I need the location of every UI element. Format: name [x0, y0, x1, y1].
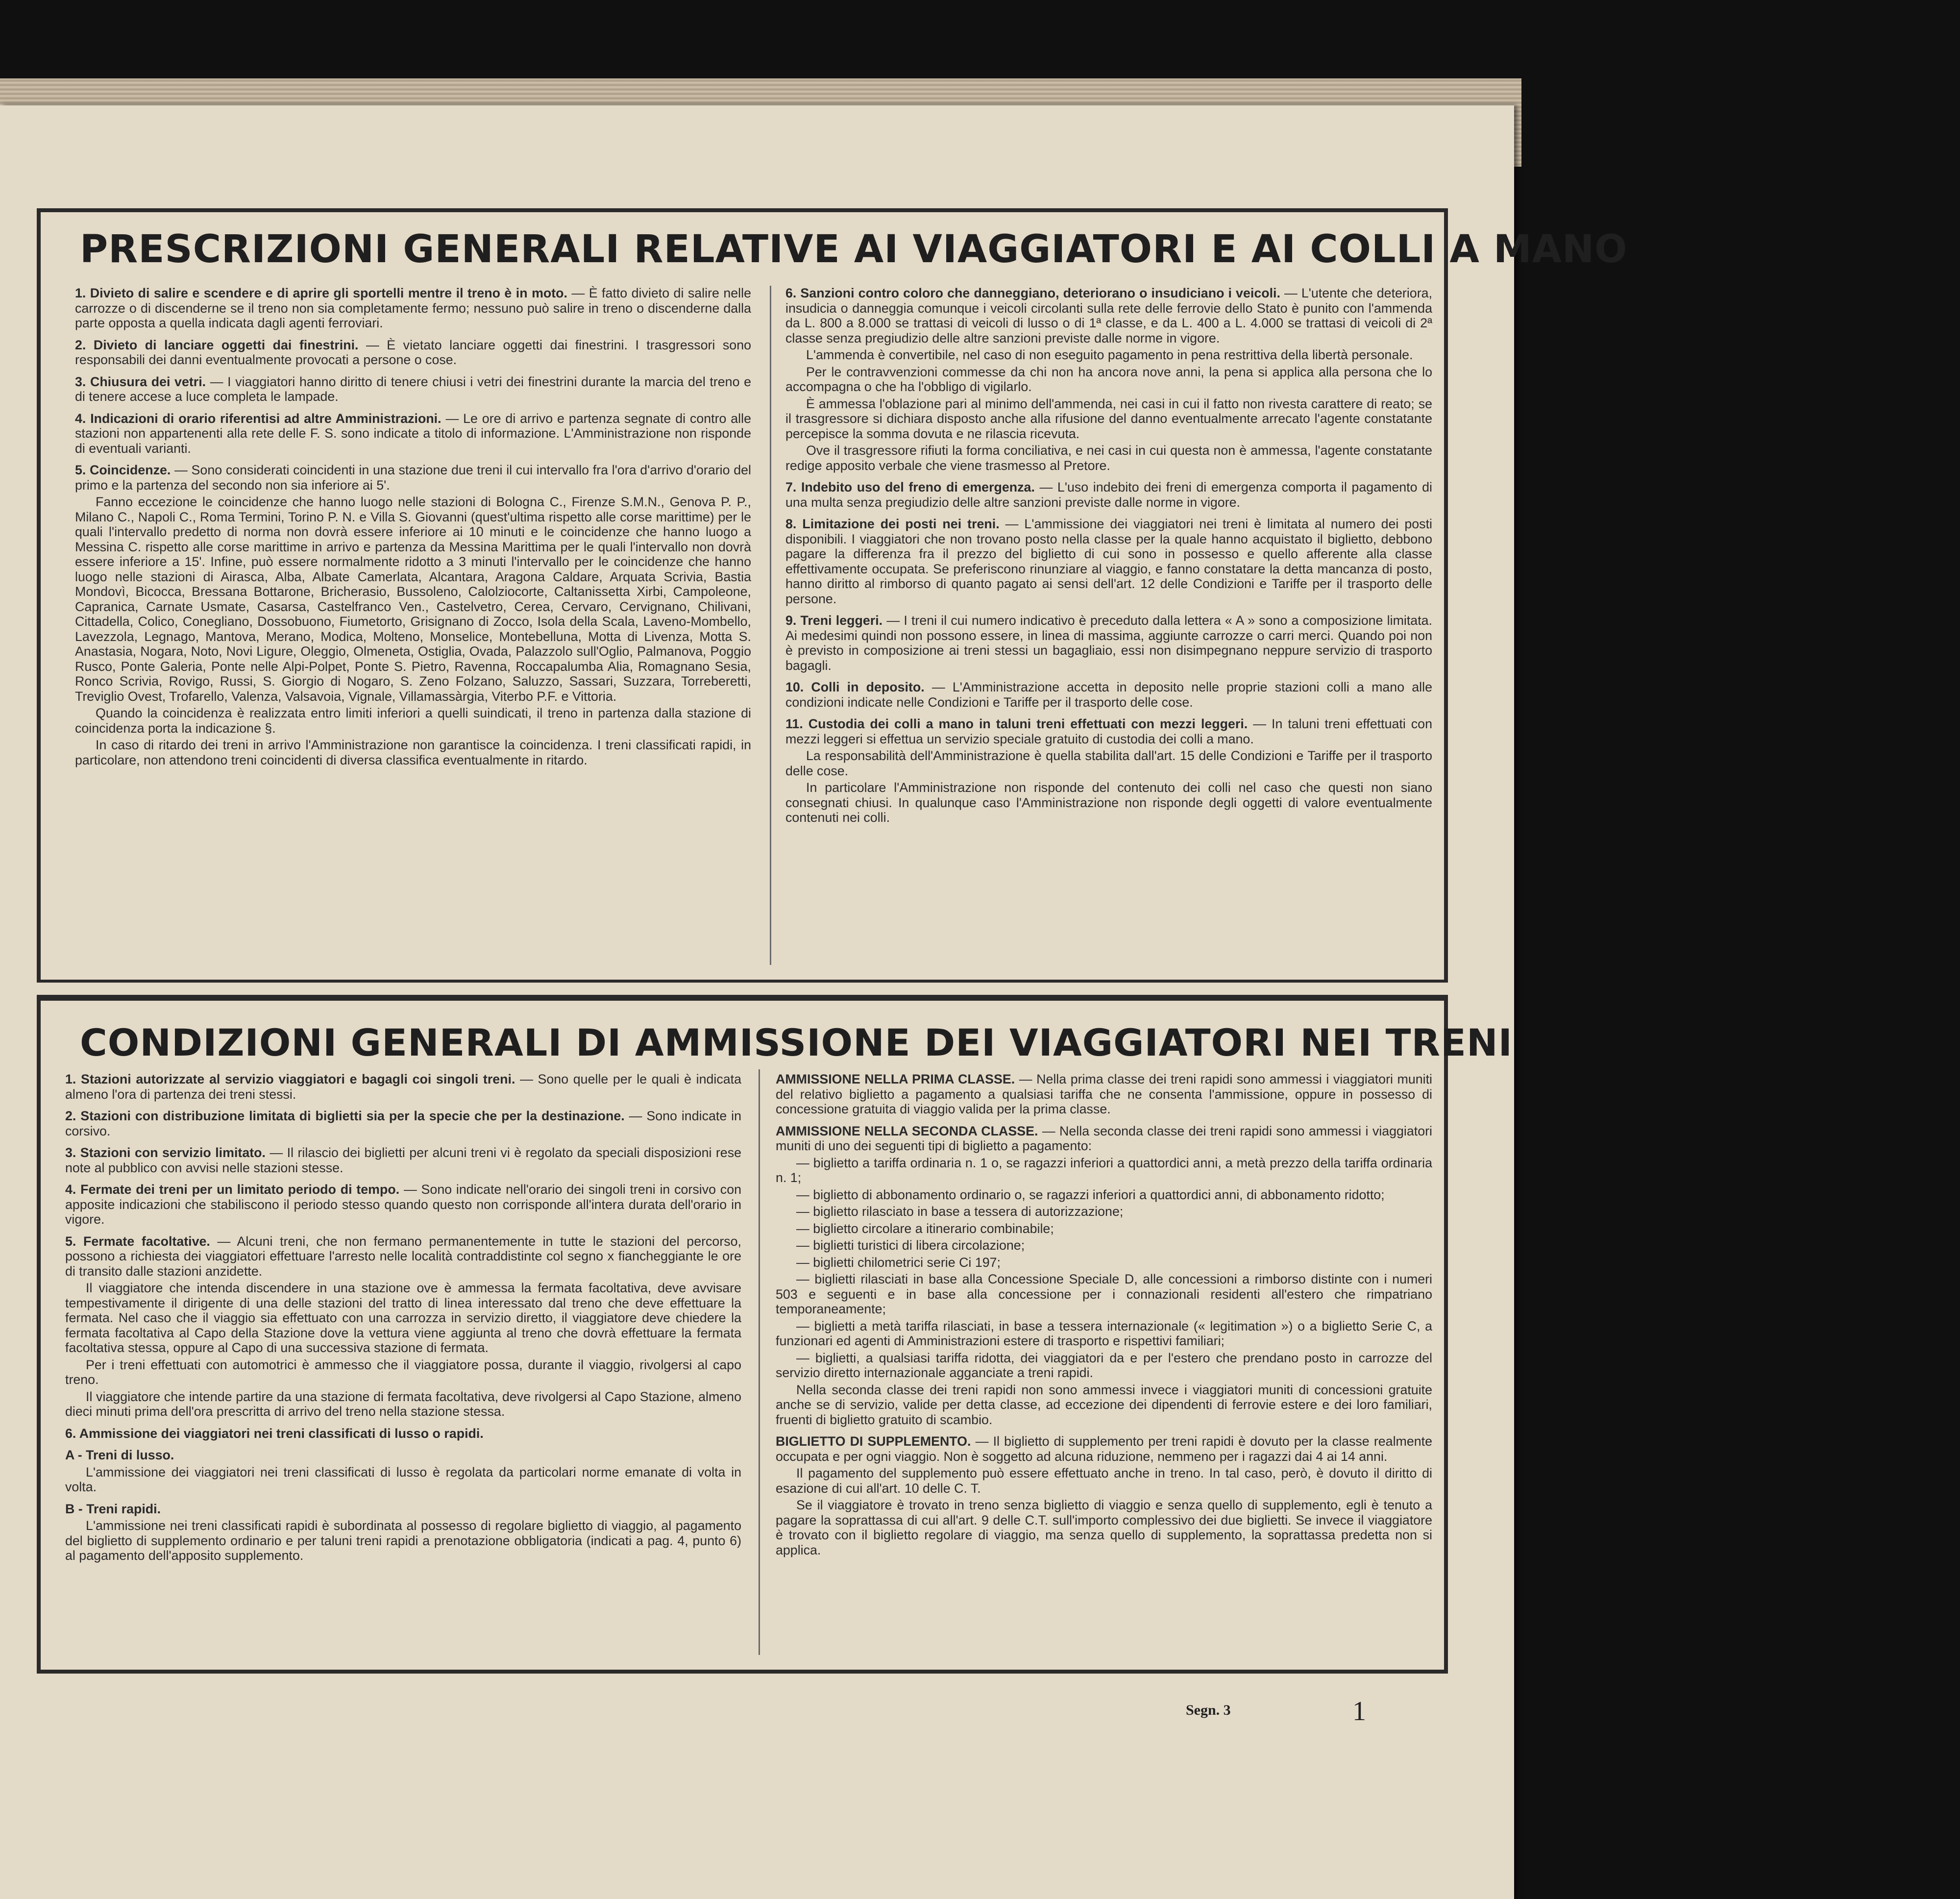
column-divider: [770, 286, 771, 965]
paragraph-text: — Il biglietto di supplemento per treni rapidi è dovuto per la classe realmente occupata e per ogni viaggio. Non è soggetto ad alcuna riduzione, nemmeno per i ragazzi dai 4 ai 14 anni.: [776, 1434, 1433, 1464]
paragraph-text: — Sono indicate nell'orario dei singoli treni in corsivo con apposite indicazioni che stabiliscono il periodo stesso quando questo non corrisponde all'intera durata dell'orario in vigore.: [65, 1182, 741, 1227]
paragraph-text: — È fatto divieto di salire nelle carrozze o di discenderne se il treno non sia completamente fermo; nessuno può salire in treno o discenderne dalla parte opposta a quella indicata dagli agenti ferroviari.: [75, 286, 751, 330]
paragraph-text: Ove il trasgressore rifiuti la forma conciliativa, e nei casi in cui questa non è ammessa, l'agente constatante redige apposito verbale che viene trasmesso al Pretore.: [785, 443, 1432, 473]
paragraph: [785, 396, 1432, 442]
numbered-paragraph: [776, 1124, 1432, 1154]
section-heading: PRESCRIZIONI GENERALI RELATIVE AI VIAGGIATORI E AI COLLI A MANO: [80, 227, 1628, 271]
paragraph-title: 6. Sanzioni contro coloro che danneggiano, deteriorano o insudiciano i veicoli.: [785, 286, 1280, 300]
paragraph-title: 8. Limitazione dei posti nei treni.: [785, 517, 1000, 531]
paragraph-text: — biglietti rilasciati in base alla Concessione Speciale D, alle concessioni a rimborso distinte con i numeri 503 e seguenti e in base alla concessione per i connazionali residenti all'estero che rimpatriano temporaneamente;: [776, 1272, 1432, 1316]
left-column: [65, 1072, 741, 1660]
paragraph-text: La responsabilità dell'Amministrazione è quella stabilita dall'art. 15 delle Condizioni e Tariffe per il trasporto delle cose.: [785, 748, 1432, 778]
paragraph: [75, 494, 751, 704]
paragraph-title: 3. Chiusura dei vetri.: [75, 374, 206, 389]
paragraph-text: — biglietti turistici di libera circolazione;: [796, 1238, 1025, 1253]
paragraph-title: 7. Indebito uso del freno di emergenza.: [785, 480, 1035, 494]
paragraph-text: Nella seconda classe dei treni rapidi non sono ammessi invece i viaggiatori muniti di concessioni gratuite anche se di servizio, valide per detta classe, ad eccezione dei dipendenti di ferrovie estere e dei loro familiari, fruenti di biglietto gratuito di scambio.: [776, 1382, 1432, 1427]
paragraph-title: A - Treni di lusso.: [65, 1448, 174, 1462]
section-admission-conditions: [37, 995, 1513, 1674]
paragraph-title: 1. Divieto di salire e scendere e di aprire gli sportelli mentre il treno è in moto.: [75, 286, 567, 300]
paragraph-text: — Nella seconda classe dei treni rapidi sono ammessi i viaggiatori muniti di uno dei seguenti tipi di biglietto a pagamento:: [776, 1123, 1432, 1153]
numbered-paragraph: [75, 463, 751, 493]
paragraph-title: BIGLIETTO DI SUPPLEMENTO.: [776, 1434, 971, 1449]
paragraph-title: B - Treni rapidi.: [65, 1501, 161, 1516]
paragraph-text: — biglietti a metà tariffa rilasciati, in base a tessera internazionale (« legitimation ») o a biglietto Serie C, a funzionari ed agenti di Amministrazioni estere di trasporto e rispettivi familiari;: [776, 1318, 1432, 1348]
paragraph-text: — biglietti, a qualsiasi tariffa ridotta, dei viaggiatori da e per l'estero che prendano posto in carrozze del servizio diretto internazionale agganciate a treni rapidi.: [776, 1350, 1432, 1380]
paragraph: [776, 1221, 1432, 1236]
paragraph: [785, 347, 1432, 363]
numbered-paragraph: [65, 1234, 741, 1279]
paragraph: [776, 1498, 1432, 1557]
paragraph-title: 1. Stazioni autorizzate al servizio viaggiatori e bagagli coi singoli treni.: [65, 1072, 515, 1086]
numbered-paragraph: [776, 1434, 1432, 1464]
paragraph: [776, 1272, 1432, 1317]
paragraph-text: — I treni il cui numero indicativo è preceduto dalla lettera « A » sono a composizione limitata. Ai medesimi quindi non possono essere, in linea di massima, aggiunte carrozze o carri merci. Quando poi non è previsto in composizione ai treni stessi un bagagliaio, essi non disimpegnano neppure servizio di trasporto bagagli.: [785, 613, 1432, 673]
paragraph-text: — L'ammissione dei viaggiatori nei treni è limitata al numero dei posti disponibili. I viaggiatori che non trovano posto nella classe per la quale hanno acquistato il biglietto, debbono pagare la differenza fra il prezzo del biglietto di cui sono in possesso e quello afferente alla classe effettivamente occupata. Se preferiscono rinunziare al viaggio, e fanno constatare la detta mancanza di posto, hanno diritto al rimborso di quanto pagato ai sensi dell'art. 12 delle Condizioni e Tariffe per il trasporto delle persone.: [785, 517, 1432, 606]
paragraph-title: 2. Divieto di lanciare oggetti dai finestrini.: [75, 337, 359, 352]
right-column: [776, 1072, 1432, 1660]
paragraph-text: L'ammenda è convertibile, nel caso di non eseguito pagamento in pena restrittiva della libertà personale.: [806, 347, 1413, 362]
paragraph-title: AMMISSIONE NELLA PRIMA CLASSE.: [776, 1072, 1015, 1086]
numbered-paragraph: [785, 680, 1432, 710]
paragraph-text: Se il viaggiatore è trovato in treno senza biglietto di viaggio e senza quello di supplemento, egli è tenuto a pagare la soprattassa di cui all'art. 9 delle C.T. sull'importo complessivo dei due biglietti. Se invece il viaggiatore è trovato con il biglietto regolare di viaggio, ma senza quello di supplemento, la soprattassa predetta non si applica.: [776, 1498, 1432, 1557]
paragraph-title: 3. Stazioni con servizio limitato.: [65, 1145, 266, 1160]
paragraph-text: — L'Amministrazione accetta in deposito nelle proprie stazioni colli a mano alle condizioni indicate nelle Condizioni e Tariffe per il trasporto delle cose.: [785, 680, 1432, 710]
paragraph-text: Per i treni effettuati con automotrici è ammesso che il viaggiatore possa, durante il viaggio, rivolgersi al capo treno.: [65, 1357, 741, 1387]
numbered-paragraph: [75, 374, 751, 404]
numbered-paragraph: [75, 286, 751, 331]
numbered-paragraph: [785, 613, 1432, 673]
paragraph: [65, 1389, 741, 1419]
numbered-paragraph: [785, 716, 1432, 746]
paragraph-text: — L'uso indebito dei freni di emergenza comporta il pagamento di una multa senza pregiudizio delle altre sanzioni previste dalle norme in vigore.: [785, 480, 1432, 510]
paragraph-text: — biglietto di abbonamento ordinario o, se ragazzi inferiori a quattordici anni, di abbonamento ridotto;: [796, 1187, 1385, 1202]
paragraph-title: 6. Ammissione dei viaggiatori nei treni classificati di lusso o rapidi.: [65, 1426, 484, 1441]
paragraph: [785, 443, 1432, 473]
paragraph: [65, 1357, 741, 1387]
paragraph-text: Il viaggiatore che intenda discendere in una stazione ove è ammessa la fermata facoltativa, deve avvisare tempestivamente il dirigente di una delle stazioni del tratto di linea interessato dal treno che deve effettuare la fermata. Nel caso che il viaggio sia effettuato con una carrozza in servizio diretto, il viaggiatore deve chiedere la fermata facoltativa al Capo della Stazione dove la vettura viene aggiunta al treno che dovrà effettuare la fermata facoltativa stessa, oppure al Capo di una successiva stazione di fermata.: [65, 1281, 741, 1355]
signature-label: Segn. 3: [1186, 1702, 1231, 1718]
paragraph: [776, 1382, 1432, 1428]
paragraph-text: — biglietto rilasciato in base a tessera di autorizzazione;: [796, 1204, 1124, 1219]
paragraph-title: 10. Colli in deposito.: [785, 680, 925, 694]
section-general-prescriptions: [37, 208, 1628, 983]
paragraph: [785, 780, 1432, 825]
paragraph: [776, 1255, 1432, 1270]
numbered-paragraph: [776, 1072, 1432, 1117]
numbered-paragraph: [65, 1448, 741, 1463]
paragraph-text: — È vietato lanciare oggetti dai finestrini. I trasgressori sono responsabili dei danni eventualmente provocati a persone o cose.: [75, 337, 752, 367]
paragraph-text: — Il rilascio dei biglietti per alcuni treni vi è regolato da speciali disposizioni rese note al pubblico con avvisi nelle stazioni stesse.: [65, 1145, 741, 1175]
paragraph: [75, 738, 751, 767]
paragraph-text: — biglietto a tariffa ordinaria n. 1 o, se ragazzi inferiori a quattordici anni, a metà prezzo della tariffa ordinaria n. 1;: [776, 1155, 1432, 1185]
paragraph: [776, 1351, 1432, 1381]
section-heading: CONDIZIONI GENERALI DI AMMISSIONE DEI VIAGGIATORI NEI TRENI: [80, 1021, 1513, 1064]
paragraph-text: Per le contravvenzioni commesse da chi non ha ancora nove anni, la pena si applica alla persona che lo accompagna o che ha l'obbligo di vigilarlo.: [785, 364, 1432, 394]
page-number: 1: [1352, 1696, 1366, 1726]
paragraph-title: 4. Indicazioni di orario riferentisi ad altre Amministrazioni.: [75, 411, 441, 426]
paragraph: [785, 748, 1432, 778]
paragraph: [776, 1204, 1432, 1219]
paragraph-text: In particolare l'Amministrazione non risponde del contenuto dei colli nel caso che questi non siano consegnati chiusi. In qualunque caso l'Amministrazione non risponde degli oggetti di valore eventualmente contenuti nei colli.: [785, 780, 1432, 825]
numbered-paragraph: [65, 1502, 741, 1517]
numbered-paragraph: [785, 286, 1432, 345]
paragraph: [75, 706, 751, 736]
paragraph: [776, 1319, 1432, 1349]
numbered-paragraph: [65, 1145, 741, 1175]
paragraph-text: — I viaggiatori hanno diritto di tenere chiusi i vetri dei finestrini durante la marcia del treno e di tenere accese a luce completa le lampade.: [75, 374, 751, 404]
paragraph-text: L'ammissione dei viaggiatori nei treni classificati di lusso è regolata da particolari norme emanate di volta in volta.: [65, 1464, 741, 1494]
paragraph-text: — Alcuni treni, che non fermano permanentemente in tutte le stazioni del percorso, possono a richiesta dei viaggiatori effettuare l'arresto nelle località contraddistinte col segno x fiancheggiante le ore di transito dalle stazioni anzidette.: [65, 1233, 741, 1279]
paragraph-text: — Le ore di arrivo e partenza segnate di contro alle stazioni non appartenenti alla rete delle F. S. sono indicate a titolo di informazione. L'Amministrazione non risponde di eventuali varianti.: [75, 411, 751, 456]
paragraph: [776, 1156, 1432, 1185]
paragraph: [785, 365, 1432, 395]
paragraph-title: 11. Custodia dei colli a mano in taluni treni effettuati con mezzi leggeri.: [785, 716, 1248, 731]
paragraph-text: — biglietti chilometrici serie Ci 197;: [796, 1255, 1001, 1270]
left-column: [75, 286, 751, 970]
paragraph-text: — L'utente che deteriora, insudicia o danneggia comunque i veicoli circolanti sulla rete delle ferrovie dello Stato è punito con l'ammenda da L. 800 a 8.000 se trattasi di veicoli di lusso o di 1ª classe, e da L. 400 a L. 4.000 se trattasi di veicoli di 2ª classe senza pregiudizio delle altre sanzioni previste dalle norme in vigore.: [785, 286, 1432, 345]
paragraph-text: — Sono considerati coincidenti in una stazione due treni il cui intervallo fra l'ora d'arrivo d'orario del primo e la partenza del secondo non sia inferiore ai 5'.: [75, 463, 751, 493]
numbered-paragraph: [65, 1072, 741, 1102]
paragraph: [776, 1187, 1432, 1203]
paragraph: [776, 1238, 1432, 1253]
paragraph-text: Il viaggiatore che intende partire da una stazione di fermata facoltativa, deve rivolgersi al Capo Stazione, almeno dieci minuti prima dell'ora prescritta di arrivo del treno nella stazione stessa.: [65, 1389, 741, 1419]
paragraph-text: Il pagamento del supplemento può essere effettuato anche in treno. In tal caso, però, è dovuto il diritto di esazione di cui all'art. 10 delle C. T.: [776, 1466, 1432, 1496]
paragraph-text: — Sono quelle per le quali è indicata almeno l'ora di partenza dei treni stessi.: [65, 1072, 741, 1102]
paragraph-title: 5. Coincidenze.: [75, 463, 171, 477]
numbered-paragraph: [75, 338, 751, 368]
paragraph-text: In caso di ritardo dei treni in arrivo l'Amministrazione non garantisce la coincidenza. I treni classificati rapidi, in particolare, non attendono treni coincidenti di diversa classifica eventualmente in ritardo.: [75, 738, 751, 767]
paragraph-title: 9. Treni leggeri.: [785, 613, 883, 628]
paragraph: [65, 1518, 741, 1563]
paragraph-title: AMMISSIONE NELLA SECONDA CLASSE.: [776, 1123, 1038, 1138]
numbered-paragraph: [785, 517, 1432, 606]
column-divider: [759, 1069, 760, 1655]
paragraph-text: — biglietto circolare a itinerario combinabile;: [796, 1221, 1054, 1236]
numbered-paragraph: [75, 411, 751, 456]
paragraph: [65, 1281, 741, 1356]
paragraph-text: — In taluni treni effettuati con mezzi leggeri si effettua un servizio speciale gratuito di custodia dei colli a mano.: [785, 716, 1432, 746]
paragraph-text: È ammessa l'oblazione pari al minimo dell'ammenda, nei casi in cui il fatto non rivesta carattere di reato; se il trasgressore si dichiara disposto anche alla rifusione del danno eventualmente arrecato l'agente constatante percepisce la somma dovuta e ne rilascia ricevuta.: [785, 396, 1432, 441]
numbered-paragraph: [65, 1182, 741, 1227]
numbered-paragraph: [65, 1426, 741, 1441]
paragraph: [65, 1465, 741, 1495]
paragraph-text: Fanno eccezione le coincidenze che hanno luogo nelle stazioni di Bologna C., Firenze S.M.N., Genova P. P., Milano C., Napoli C., Roma Termini, Torino P. N. e Villa S. Giovanni (quest'ultima rispetto alle corse marittime) per le quali l'intervallo predetto di norma non dovrà essere inferiore ai 10 minuti e le coincidenze che hanno luogo a Messina C. rispetto alle corse marittime in arrivo e partenza da Messina Marittima per le quali l'intervallo non dovrà essere inferiore a 15'. Infine, può essere normalmente ridotto a 3 minuti l'intervallo per le coincidenze che hanno luogo nelle stazioni di Airasca, Alba, Albate Camerlata, Alcantara, Aragona Caldare, Arquata Scrivia, Bastia Mondovì, Bicocca, Bressana Bottarone, Bricherasio, Bussoleno, Calolziocorte, Caltanissetta Xirbi, Campoleone, Capranica, Carnate Usmate, Casarsa, Castelfranco Ven., Castelvetro, Cerea, Cervaro, Cervignano, Chilivani, Cittadella, Colico, Conegliano, Dossobuono, Fiumetorto, Grisignano di Zocco, Isola della Scala, Laveno-Mombello, Lavezzola, Legnago, Mantova, Merano, Modica, Molteno, Monselice, Montebelluna, Motta di Livenza, Motta S. Anastasia, Nogara, Noto, Novi Ligure, Oleggio, Olmeneta, Ostiglia, Ovada, Palazzolo sull'Oglio, Palmanova, Poggio Rusco, Ponte Galeria, Ponte nelle Alpi-Polpet, Ponte S. Pietro, Ravenna, Roccapalumba Alia, Romagnano Sesia, Ronco Scrivia, Rovigo, Russi, S. Giorgio di Nogaro, S. Zeno Folzano, Saluzzo, Sassari, Suzzara, Torreberetti, Treviglio Ovest, Trofarello, Valenza, Valsavoia, Vignale, Villamassàrgia, Viterbo P.F. e Vittoria.: [75, 494, 751, 704]
paragraph-text: L'ammissione nei treni classificati rapidi è subordinata al possesso di regolare biglietto di viaggio, al pagamento del biglietto di supplemento ordinario e per taluni treni rapidi a prenotazione obbligatoria (indicati a pag. 4, punto 6) al pagamento dell'apposito supplemento.: [65, 1518, 741, 1563]
paragraph-title: 4. Fermate dei treni per un limitato periodo di tempo.: [65, 1182, 400, 1197]
numbered-paragraph: [785, 480, 1432, 510]
paragraph-text: Quando la coincidenza è realizzata entro limiti inferiori a quelli suindicati, il treno in partenza dalla stazione di coincidenza porta la indicazione §.: [75, 706, 751, 736]
paragraph: [776, 1466, 1432, 1496]
paragraph-title: 5. Fermate facoltative.: [65, 1233, 210, 1249]
paragraph-title: 2. Stazioni con distribuzione limitata di biglietti sia per la specie che per la destinazione.: [65, 1109, 625, 1123]
paragraph-text: — Nella prima classe dei treni rapidi sono ammessi i viaggiatori muniti del relativo biglietto a pagamento a qualsiasi tariffa che ne consenta l'ammissione, oppure in possesso di concessione gratuita di viaggio valida per la prima classe.: [776, 1072, 1433, 1116]
paragraph-text: — Sono indicate in corsivo.: [65, 1109, 741, 1138]
numbered-paragraph: [65, 1109, 741, 1138]
right-column: [785, 286, 1432, 970]
